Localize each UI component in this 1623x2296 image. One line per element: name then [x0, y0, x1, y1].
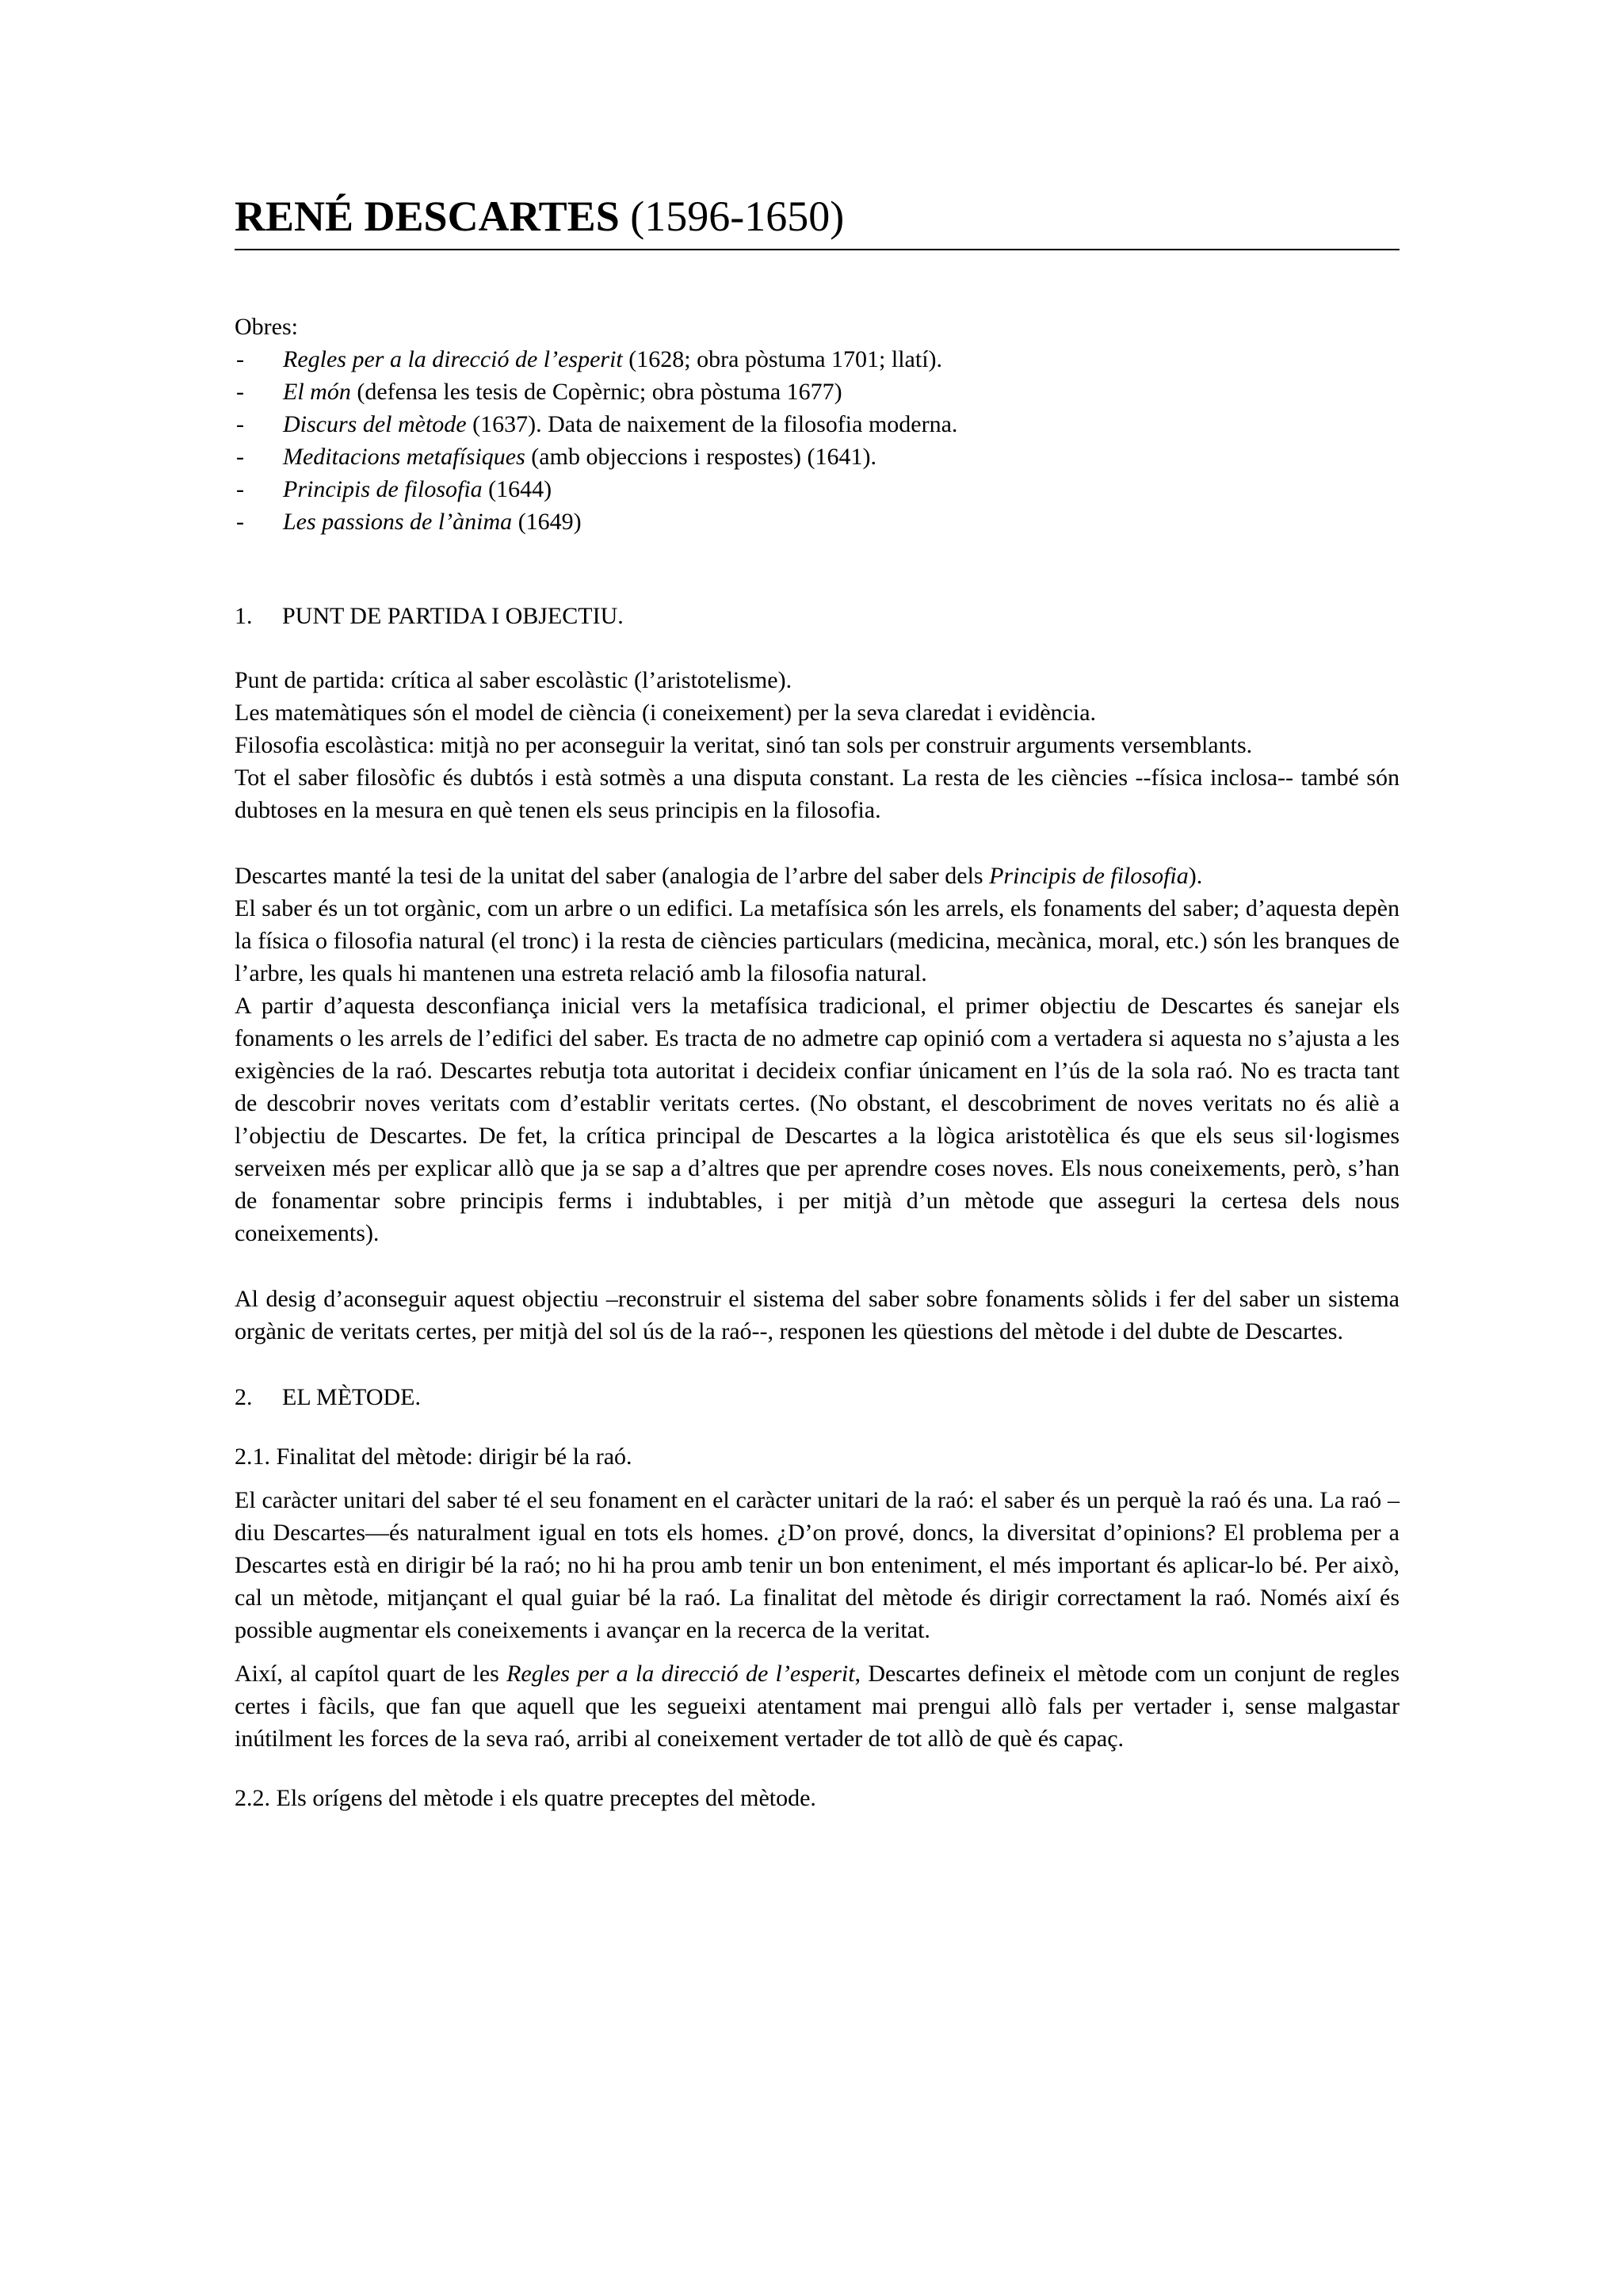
section-number: 2. — [235, 1384, 253, 1410]
work-title: Principis de filosofia — [283, 476, 483, 502]
work-note: (defensa les tesis de Copèrnic; obra pòstuma 1677) — [357, 379, 842, 405]
section-1-intro — [235, 664, 1400, 826]
dash-bullet: - — [236, 346, 244, 372]
section-title: PUNT DE PARTIDA I OBJECTIU. — [282, 603, 624, 629]
section-number: 1. — [235, 603, 253, 629]
subsection-heading: 2.2. Els orígens del mètode i els quatre preceptes del mètode. — [235, 1785, 816, 1811]
section-2-heading — [235, 1381, 1400, 1413]
italic-work-title: Principis de filosofia — [989, 863, 1189, 889]
section-1-heading — [235, 600, 1400, 632]
paragraph: Filosofia escolàstica: mitjà no per aconseguir la veritat, sinó tan sols per construir arguments versemblants. — [235, 732, 1253, 758]
page-title — [235, 190, 1400, 250]
paragraph: Les matemàtiques són el model de ciència (i coneixement) per la seva claredat i evidència. — [235, 700, 1097, 726]
work-title: Regles per a la direcció de l’esperit — [283, 346, 623, 372]
section-title: EL MÈTODE. — [282, 1384, 421, 1410]
work-title: Meditacions metafísiques — [283, 444, 525, 470]
list-item — [235, 505, 1400, 538]
paragraph: El caràcter unitari del saber té el seu fonament en el caràcter unitari de la raó: el saber és un perquè la raó és una. La raó –diu Descartes—és naturalment igual en tots els homes. ¿D’on prové, doncs, la diversitat d’opinions? El problema per a Descartes està en dirigir bé la raó; no hi ha prou amb tenir un bon enteniment, el més important és aplicar-lo bé. Per això, cal un mètode, mitjançant el qual guiar bé la raó. La finalitat del mètode és dirigir correctament la raó. Només així és possible augmentar els coneixements i avançar en la recerca de la veritat. — [235, 1487, 1400, 1643]
dash-bullet: - — [236, 476, 244, 502]
title-years: (1596-1650) — [630, 193, 845, 240]
list-item — [235, 376, 1400, 408]
paragraph: Punt de partida: crítica al saber escolàstic (l’aristotelisme). — [235, 667, 792, 693]
list-item — [235, 473, 1400, 505]
paragraph — [235, 1657, 1400, 1755]
dash-bullet: - — [236, 411, 244, 437]
title-name: RENÉ DESCARTES — [235, 193, 620, 240]
paragraph — [235, 860, 1400, 892]
paragraph: Al desig d’aconseguir aquest objectiu –reconstruir el sistema del saber sobre fonaments sòlids i fer del saber un sistema orgànic de veritats certes, per mitjà del sol ús de la raó--, responen les qüestions del mètode i del dubte de Descartes. — [235, 1286, 1400, 1344]
work-note: (1637). Data de naixement de la filosofia moderna. — [472, 411, 958, 437]
paragraph: Tot el saber filosòfic és dubtós i està sotmès a una disputa constant. La resta de les ciències --física inclosa-- també són dubtoses en la mesura en què tenen els seus principis en la filosofia. — [235, 765, 1400, 823]
dash-bullet: - — [236, 379, 244, 405]
text-run: , Descartes defineix el mètode com un conjunt de regles certes i fàcils, que fan que aquell que les segueixi atentament mai prengui allò fals per vertader i, sense malgastar inútilment les forces de la seva raó, arribi al coneixement vertader de tot allò de què és capaç. — [235, 1661, 1400, 1752]
section-1-body — [235, 860, 1400, 1249]
paragraph: A partir d’aquesta desconfiança inicial vers la metafísica tradicional, el primer objectiu de Descartes és sanejar els fonaments o les arrels de l’edifici del saber. Es tracta de no admetre cap opinió com a vertadera si aquesta no s’ajusta a les exigències de la raó. Descartes rebutja tota autoritat i decideix confiar únicament en l’ús de la sola raó. No es tracta tant de descobrir noves veritats com d’establir veritats certes. (No obstant, el descobriment de noves veritats no és aliè a l’objectiu de Descartes. De fet, la crítica principal de Descartes a la lògica aristotèlica és que els seus sil·logismes serveixen més per explicar allò que ja se sap a d’altres que per aprendre coses noves. Els nous coneixements, però, s’han de fonamentar sobre principis ferms i indubtables, i per mitjà d’un mètode que asseguri la certesa dels nous coneixements). — [235, 993, 1400, 1246]
work-note: (1649) — [517, 509, 582, 535]
work-note: (1628; obra pòstuma 1701; llatí). — [628, 346, 943, 372]
document-page — [235, 190, 1400, 1814]
text-run: Així, al capítol quart de les — [235, 1661, 507, 1687]
list-item — [235, 343, 1400, 376]
work-title: Discurs del mètode — [283, 411, 467, 437]
text-run: ). — [1188, 863, 1203, 889]
subsection-heading: 2.1. Finalitat del mètode: dirigir bé la raó. — [235, 1444, 632, 1470]
list-item — [235, 441, 1400, 473]
dash-bullet: - — [236, 444, 244, 470]
work-note: (1644) — [488, 476, 552, 502]
text-run: Descartes manté la tesi de la unitat del saber (analogia de l’arbre del saber dels — [235, 863, 990, 889]
work-note: (amb objeccions i respostes) (1641). — [531, 444, 877, 470]
paragraph: El saber és un tot orgànic, com un arbre o un edifici. La metafísica són les arrels, els fonaments del saber; d’aquesta depèn la física o filosofia natural (el tronc) i la resta de ciències particulars (medicina, mecànica, moral, etc.) són les branques de l’arbre, les quals hi mantenen una estreta relació amb la filosofia natural. — [235, 895, 1400, 986]
dash-bullet: - — [236, 509, 244, 535]
work-title: Les passions de l’ànima — [283, 509, 513, 535]
work-title: El món — [283, 379, 351, 405]
list-item — [235, 408, 1400, 441]
italic-work-title: Regles per a la direcció de l’esperit — [506, 1661, 855, 1687]
works-heading: Obres: — [235, 314, 298, 340]
works-list — [235, 343, 1400, 538]
